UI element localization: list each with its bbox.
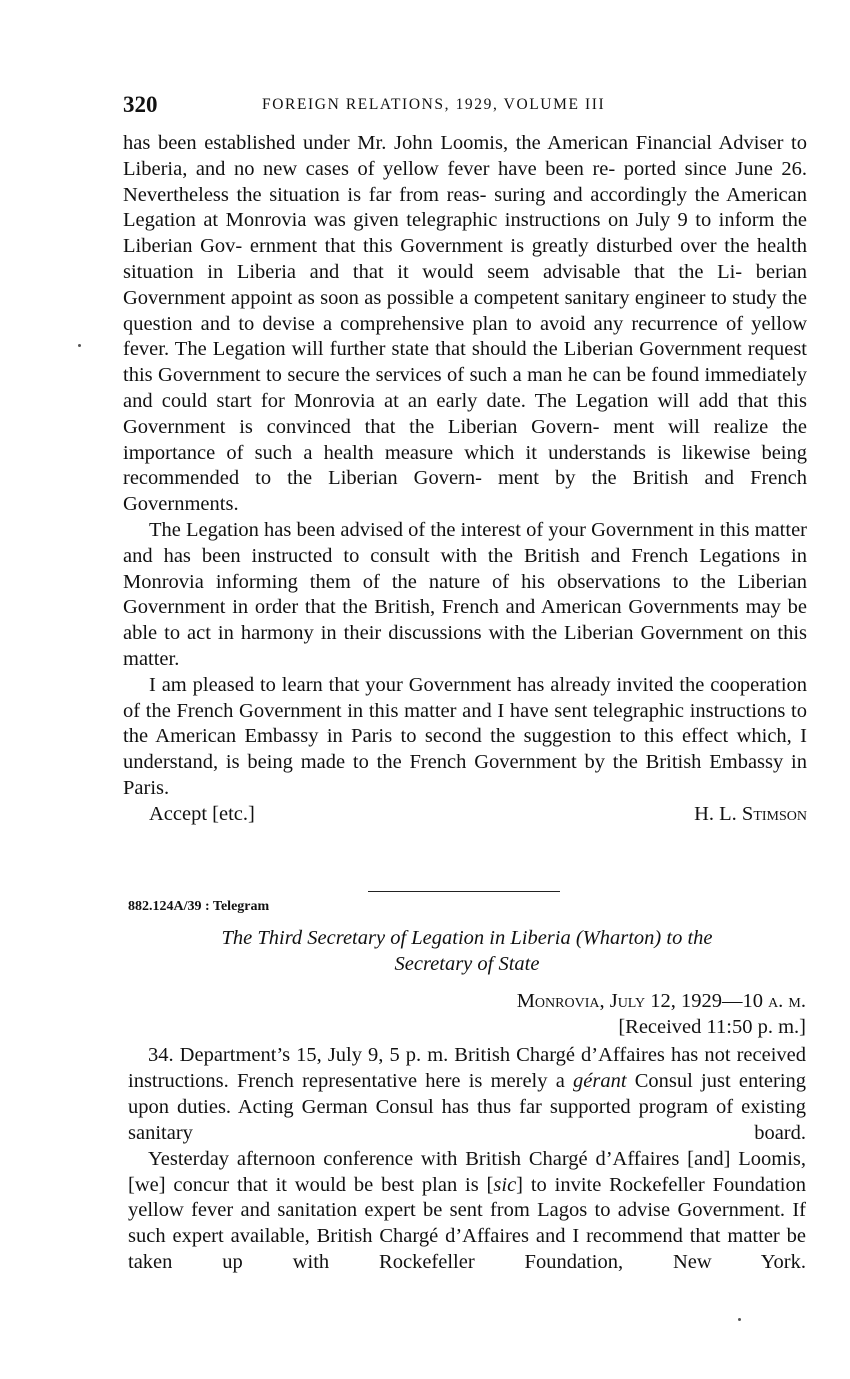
text-line: French Legations in Monrovia informing them of the nature of his bbox=[123, 544, 807, 593]
text-line: Yesterday afternoon conference with British Chargé d’Affaires bbox=[148, 1147, 680, 1170]
running-title: FOREIGN RELATIONS, 1929, VOLUME III bbox=[262, 96, 606, 113]
closing-formula: Accept [etc.] bbox=[149, 802, 255, 825]
text-line: ernment that this Government is greatly disturbed over the health bbox=[249, 235, 808, 258]
text-line: made to the French Government by the British Embassy in Paris. bbox=[123, 751, 808, 799]
telegram-paragraph-2 bbox=[128, 1147, 806, 1277]
page-number: 320 bbox=[123, 92, 158, 117]
letter-paragraph-3 bbox=[123, 673, 807, 802]
italic-sic: sic bbox=[493, 1173, 517, 1196]
letter-paragraph-2 bbox=[123, 518, 807, 673]
text-line: berian Government appoint as soon as possible a competent sanitary bbox=[123, 260, 807, 309]
letter-closing bbox=[123, 802, 807, 828]
text-line: understands is likewise being recommended to the Liberian Govern- bbox=[123, 441, 807, 490]
text-line: and could start for Monrovia at an early date. The Legation will bbox=[123, 389, 690, 412]
text-line: French and American Governments may be able to act in harmony bbox=[123, 596, 807, 645]
telegram-paragraph-1 bbox=[128, 1043, 806, 1147]
text-line: ment will realize the importance of such a health measure which it bbox=[123, 415, 808, 464]
text-line: suring and accordingly the American Legation at Monrovia was bbox=[123, 183, 807, 232]
text-line: has been established under Mr. John Loomis, the American Financial bbox=[123, 132, 712, 154]
signature: H. L. Stimson bbox=[694, 802, 807, 825]
section-divider bbox=[368, 891, 560, 892]
text-line: engineer to study the question and to devise a comprehensive plan bbox=[123, 286, 808, 335]
text-fragment: [and] Loomis, [we] concur that it would be best plan is [ bbox=[128, 1147, 807, 1196]
telegram-body bbox=[128, 1043, 806, 1276]
text-fragment: ] to bbox=[516, 1173, 547, 1196]
place-date: Monrovia, July 12, 1929—10 a. m. bbox=[516, 990, 806, 1012]
text-line: 34. Department’s 15, July 9, 5 p. m. British Chargé d’Affaires has bbox=[148, 1044, 699, 1066]
text-line: ment by the British and French Governments. bbox=[123, 467, 808, 516]
text-line: The Legation has been advised of the interest of your Government bbox=[149, 518, 694, 541]
document-title-line: The Third Secretary of Legation in Liberia (Wharton) to the bbox=[221, 927, 713, 949]
text-line: second the suggestion to this effect which, I understand, is being bbox=[123, 725, 808, 774]
text-line: in their discussions with the Liberian Government on this matter. bbox=[123, 622, 807, 670]
text-line: the cooperation of the French Government in this matter and I have bbox=[123, 673, 808, 722]
text-line: British Chargé d’Affaires and I recommend that matter be taken up bbox=[128, 1225, 806, 1274]
document-title bbox=[128, 925, 806, 977]
letter-body bbox=[123, 131, 807, 828]
dateline bbox=[517, 988, 806, 1040]
text-line: add that this Government is convinced that the Liberian Govern- bbox=[123, 389, 808, 438]
text-line: to avoid any recurrence of yellow fever. The Legation will further bbox=[123, 312, 807, 361]
scan-speck bbox=[738, 1318, 741, 1321]
text-line: not received instructions. French representative here is merely a bbox=[128, 1044, 806, 1092]
file-reference: 882.124A/39 : Telegram bbox=[128, 899, 270, 914]
received-time: [Received 11:50 p. m.] bbox=[618, 1016, 806, 1038]
letter-paragraph-1 bbox=[123, 131, 807, 518]
text-line: I am pleased to learn that your Government has already invited bbox=[149, 673, 674, 696]
text-line: invite Rockefeller Foundation yellow fever and sanitation expert be bbox=[128, 1173, 806, 1222]
scan-speck bbox=[78, 344, 81, 347]
text-fragment: Consul just entering upon duties. Acting German Consul has bbox=[128, 1069, 807, 1118]
text-line: thus far supported program of existing sanitary board. bbox=[128, 1095, 806, 1144]
text-line: sent telegraphic instructions to the American Embassy in Paris to bbox=[123, 699, 807, 748]
text-line: sent from Lagos to advise Government. If such expert available, bbox=[128, 1199, 806, 1248]
text-line: to secure the services of such a man he can be found immediately bbox=[265, 364, 808, 387]
text-line: with Rockefeller Foundation, New York. bbox=[292, 1251, 807, 1274]
text-line: in this matter and has been instructed to consult with the British and bbox=[123, 518, 807, 567]
document-title-line: Secretary of State bbox=[394, 953, 540, 975]
text-line: Adviser to Liberia, and no new cases of yellow fever have been re- bbox=[123, 132, 807, 180]
text-line: given telegraphic instructions on July 9 to inform the Liberian Gov- bbox=[123, 209, 807, 258]
text-line: state that should the Liberian Government request this Government bbox=[123, 338, 807, 387]
text-line: situation in Liberia and that it would seem advisable that the Li- bbox=[123, 260, 743, 283]
running-head bbox=[123, 92, 807, 118]
text-line: ported since June 26. Nevertheless the situation is far from reas- bbox=[123, 157, 808, 206]
italic-term: gérant bbox=[573, 1069, 627, 1092]
text-line: observations to the Liberian Government in order that the British, bbox=[123, 570, 808, 619]
